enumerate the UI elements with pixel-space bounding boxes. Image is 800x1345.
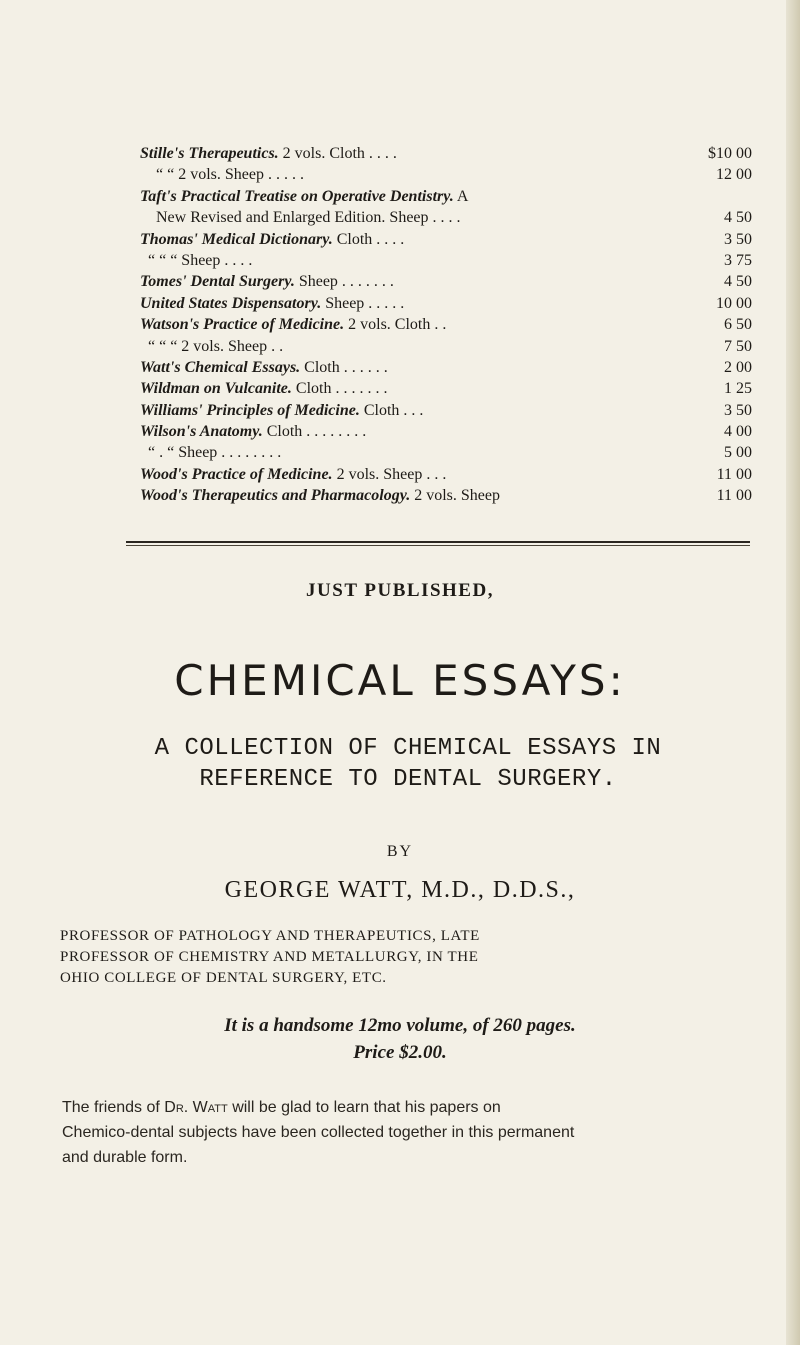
book-title: Watt's Chemical Essays. (140, 358, 301, 376)
credentials-line: OHIO COLLEGE OF DENTAL SURGERY, ETC. (60, 970, 387, 986)
book-details: Sheep . . . . . (325, 294, 405, 312)
book-price: 5 00 (724, 444, 752, 462)
catalog-row (140, 229, 752, 250)
author-short-name: Dr. Watt (164, 1099, 228, 1116)
book-details: “ “ “ Sheep . . . . (148, 251, 253, 269)
credentials-line: PROFESSOR OF CHEMISTRY AND METALLURGY, IN THE (60, 949, 479, 965)
catalog-row (140, 485, 752, 506)
book-title: Wood's Therapeutics and Pharmacology. (140, 487, 411, 505)
book-title: Taft's Practical Treatise on Operative Dentistry. (140, 187, 454, 205)
book-price: 3 50 (724, 401, 752, 419)
paragraph-line (62, 1095, 762, 1120)
book-details: 2 vols. Cloth . . . . (282, 145, 397, 162)
volume-note (90, 1012, 710, 1066)
catalog-row (140, 314, 752, 335)
book-price: 3 50 (724, 230, 752, 248)
book-price: 10 00 (716, 294, 752, 312)
catalog-row (140, 186, 752, 207)
price-line: Price $2.00. (353, 1042, 447, 1063)
by-label: BY (386, 843, 414, 860)
catalog-row (140, 207, 752, 228)
book-price: 4 50 (724, 273, 752, 291)
catalog-row (140, 271, 752, 292)
catalog-row (140, 293, 752, 314)
book-title: Wilson's Anatomy. (140, 423, 263, 441)
book-title: United States Dispensatory. (140, 294, 322, 312)
paragraph-text: will be glad to learn that his papers on (232, 1099, 501, 1116)
book-price: 1 25 (724, 380, 752, 398)
book-details: Cloth . . . . (336, 230, 405, 248)
author-name: GEORGE WATT, M.D., D.D.S., (224, 877, 576, 903)
paragraph-text: The friends of (62, 1099, 160, 1116)
catalog-row (140, 400, 752, 421)
page-edge-shadow (786, 0, 800, 1345)
book-price: 12 00 (716, 166, 752, 184)
book-details: Cloth . . . . . . . (295, 380, 388, 398)
book-details: New Revised and Enlarged Edition. Sheep . . . . (156, 209, 461, 227)
book-details: 2 vols. Sheep . . . (336, 465, 447, 483)
just-published-heading: JUST PUBLISHED, (306, 580, 494, 601)
catalog-row (140, 378, 752, 399)
book-details: “ “ “ 2 vols. Sheep . . (148, 337, 284, 355)
catalog-row (140, 442, 752, 463)
book-title: Wood's Practice of Medicine. (140, 465, 333, 483)
book-details: “ . “ Sheep . . . . . . . . (148, 444, 282, 462)
book-details: “ “ 2 vols. Sheep . . . . . (156, 166, 304, 184)
catalog-row (140, 250, 752, 271)
subtitle-line: A COLLECTION OF CHEMICAL ESSAYS IN (154, 735, 662, 762)
book-price: 11 00 (716, 465, 752, 483)
book-price: 11 00 (716, 487, 752, 505)
book-title: Watson's Practice of Medicine. (140, 316, 345, 334)
book-subtitle (48, 733, 768, 795)
volume-description: It is a handsome 12mo volume, of 260 pages. (224, 1015, 576, 1036)
catalog-row (140, 464, 752, 485)
book-price: 2 00 (724, 358, 752, 376)
book-catalog-list (140, 143, 752, 507)
book-details: 2 vols. Cloth . . (348, 316, 447, 334)
book-title: Thomas' Medical Dictionary. (140, 230, 333, 248)
book-title-heading: CHEMICAL ESSAYS: (174, 656, 626, 705)
paragraph-line: Chemico-dental subjects have been collected together in this permanent (62, 1124, 575, 1141)
catalog-row (140, 421, 752, 442)
catalog-row (140, 336, 752, 357)
book-title: Williams' Principles of Medicine. (140, 401, 360, 419)
book-details: Cloth . . . . . . (304, 358, 388, 376)
catalog-row (140, 164, 752, 185)
book-price: 3 75 (724, 251, 752, 269)
subtitle-line: REFERENCE TO DENTAL SURGERY. (199, 766, 617, 793)
book-details: A (456, 187, 469, 205)
book-title: Stille's Therapeutics. (140, 145, 279, 162)
author-credentials (60, 926, 760, 989)
book-title: Tomes' Dental Surgery. (140, 273, 295, 291)
paragraph-line: and durable form. (62, 1149, 188, 1166)
book-price: $10 00 (708, 145, 752, 162)
catalog-row (140, 143, 752, 164)
book-details: Cloth . . . (363, 401, 424, 419)
book-price: 7 50 (724, 337, 752, 355)
book-price: 4 00 (724, 423, 752, 441)
book-price: 4 50 (724, 209, 752, 227)
section-divider (126, 541, 750, 546)
credentials-line: PROFESSOR OF PATHOLOGY AND THERAPEUTICS, LATE (60, 928, 480, 944)
book-details: Cloth . . . . . . . . (266, 423, 367, 441)
book-price: 6 50 (724, 316, 752, 334)
catalog-row (140, 357, 752, 378)
book-title: Wildman on Vulcanite. (140, 380, 292, 398)
book-details: Sheep . . . . . . . (298, 273, 394, 291)
book-details: 2 vols. Sheep (414, 487, 501, 505)
announcement-paragraph (62, 1095, 762, 1170)
